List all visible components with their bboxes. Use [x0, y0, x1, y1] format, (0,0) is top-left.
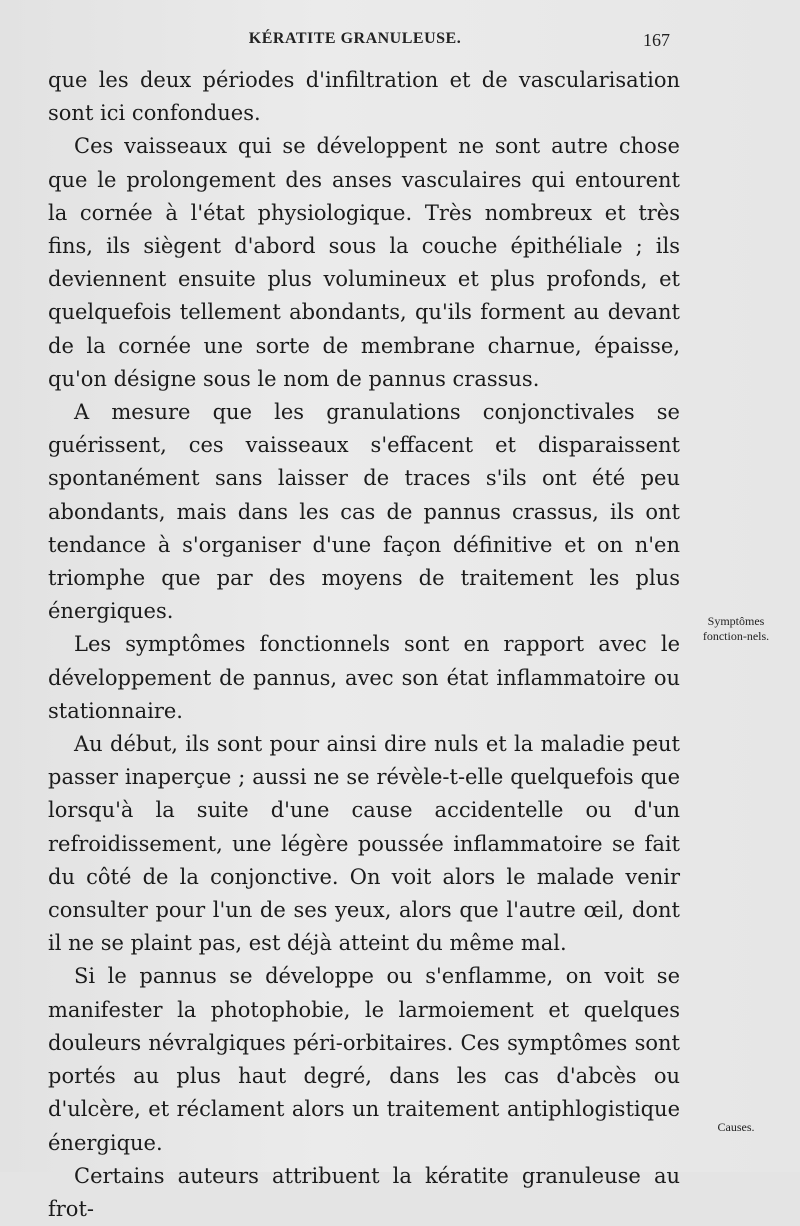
paragraph-1: que les deux périodes d'infiltration et de vascularisation sont ici confondues. [48, 68, 680, 126]
paragraph-3: A mesure que les granulations conjonctivales se guérissent, ces vaisseaux s'effacent et disparaissent spontanément sans laisser de traces s'ils ont été peu abondants, mais dans les cas de pannus crassus, ils ont tendance à s'organiser d'une façon définitive et on n'en triomphe que par des moyens de traitement les plus énergiques. [48, 400, 680, 624]
running-title: KÉRATITE GRANULEUSE. [248, 30, 462, 47]
running-head [40, 30, 670, 58]
paragraph-5: Au début, ils sont pour ainsi dire nuls et la maladie peut passer inaperçue ; aussi ne se révèle-t-elle quelquefois que lorsqu'à la suite d'une cause accidentelle ou d'un refroidissement, une légère poussée inflammatoire se fait du côté de la conjonctive. On voit alors le malade venir consulter pour l'un de ses yeux, alors que l'autre œil, dont il ne se plaint pas, est déjà atteint du même mal. [48, 732, 680, 956]
paragraph-2: Ces vaisseaux qui se développent ne sont autre chose que le prolongement des anses vasculaires qui entourent la cornée à l'état physiologique. Très nombreux et très fins, ils siègent d'abord sous la couche épithéliale ; ils deviennent ensuite plus volumineux et plus profonds, et quelquefois tellement abondants, qu'ils forment au devant de la cornée une sorte de membrane charnue, épaisse, qu'on désigne sous le nom de pannus crassus. [48, 134, 680, 391]
paragraph-7: Certains auteurs attribuent la kératite granuleuse au frot- [48, 1163, 680, 1221]
margin-note-symptomes: Symptômes fonction-nels. [702, 614, 770, 643]
page-number: 167 [643, 30, 670, 50]
paragraph-6: Si le pannus se développe ou s'enflamme, on voit se manifester la photophobie, le larmoiement et quelques douleurs névralgiques péri-orbitaires. Ces symptômes sont portés au plus haut degré, dans les cas d'abcès ou d'ulcère, et réclament alors un traitement antiphlogistique énergique. [48, 964, 680, 1155]
paragraph-4: Les symptômes fonctionnels sont en rapport avec le développement de pannus, avec son état inflammatoire ou stationnaire. [48, 632, 680, 723]
body-text [48, 64, 680, 1226]
margin-note-causes: Causes. [717, 1120, 755, 1134]
